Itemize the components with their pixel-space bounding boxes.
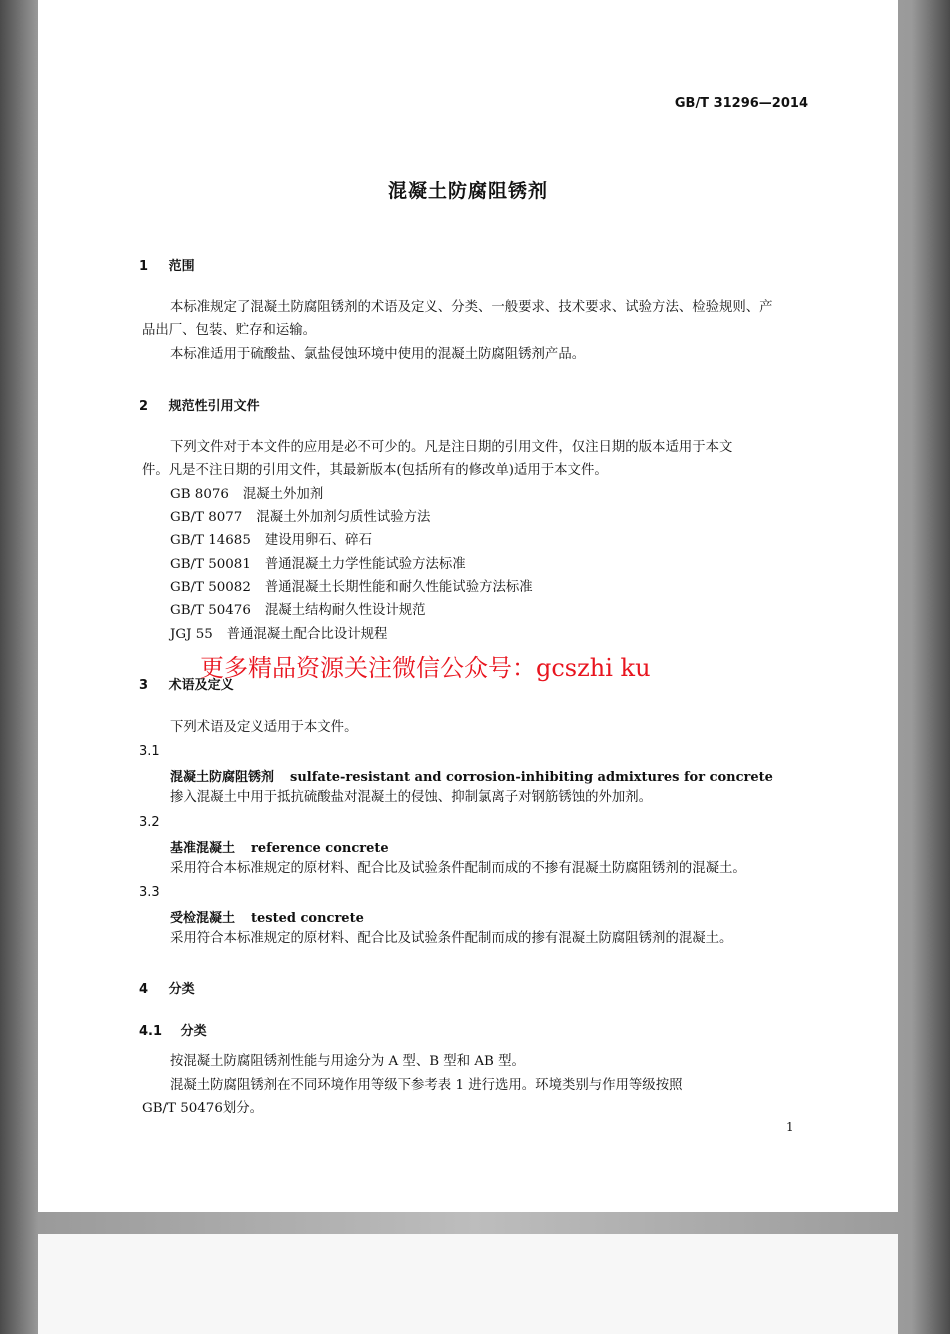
subsection-number: 4.1	[139, 1024, 163, 1039]
section-number: 4	[139, 982, 149, 997]
term-number: 3.1	[139, 744, 160, 759]
reference-title: 普通混凝土配合比设计规程	[226, 627, 388, 642]
classification-para-2-line1: 混凝土防腐阻锈剂在不同环境作用等级下参考表 1 进行选用。环境类别与作用等级按照	[170, 1078, 683, 1093]
section-title: 范围	[168, 259, 195, 274]
reference-item	[170, 483, 323, 506]
scope-para-2: 本标准适用于硫酸盐、氯盐侵蚀环境中使用的混凝土防腐阻锈剂产品。	[170, 347, 586, 362]
reference-title: 混凝土外加剂	[242, 487, 324, 502]
section-4-heading	[139, 978, 195, 997]
term-definition: 采用符合本标准规定的原材料、配合比及试验条件配制而成的不掺有混凝土防腐阻锈剂的混凝土。	[170, 861, 746, 876]
term-en: reference concrete	[251, 841, 389, 856]
next-page-preview	[38, 1234, 898, 1334]
scope-para-line1: 本标准规定了混凝土防腐阻锈剂的术语及定义、分类、一般要求、技术要求、试验方法、检验规则、产	[170, 300, 773, 315]
reference-code: GB/T 50081	[170, 557, 251, 572]
term-definition: 掺入混凝土中用于抵抗硫酸盐对混凝土的侵蚀、抑制氯离子对钢筋锈蚀的外加剂。	[170, 790, 653, 805]
term-en: sulfate-resistant and corrosion-inhibiting admixtures for concrete	[290, 770, 773, 785]
section-title: 术语及定义	[168, 678, 234, 693]
section-number: 1	[139, 259, 149, 274]
reference-item	[170, 599, 426, 622]
standard-number: GB/T 31296—2014	[674, 96, 808, 111]
reference-code: GB 8076	[170, 487, 229, 502]
reference-item	[170, 553, 466, 576]
reference-title: 普通混凝土力学性能试验方法标准	[264, 557, 466, 572]
reference-code: GB/T 14685	[170, 533, 251, 548]
term-cn: 受检混凝土	[170, 911, 236, 926]
page-number: 1	[786, 1120, 794, 1134]
term-cn: 混凝土防腐阻锈剂	[170, 770, 275, 785]
section-2-heading	[139, 395, 260, 414]
refs-intro-line2: 件。凡是不注日期的引用文件，其最新版本(包括所有的修改单)适用于本文件。	[142, 463, 608, 478]
reference-code: GB/T 50476	[170, 603, 251, 618]
term-en: tested concrete	[251, 911, 364, 926]
section-title: 规范性引用文件	[168, 399, 260, 414]
reference-code: GB/T 8077	[170, 510, 243, 525]
scope-para-line2: 品出厂、包装、贮存和运输。	[142, 323, 317, 338]
section-number: 2	[139, 399, 149, 414]
reference-code: GB/T 50082	[170, 580, 251, 595]
term-number: 3.3	[139, 885, 160, 900]
term-cn: 基准混凝土	[170, 841, 236, 856]
reference-code: JGJ 55	[170, 627, 213, 642]
term-heading	[170, 766, 773, 785]
reference-item	[170, 529, 372, 552]
refs-intro-line1: 下列文件对于本文件的应用是必不可少的。凡是注日期的引用文件，仅注日期的版本适用于本文	[170, 440, 733, 455]
reference-title: 混凝土结构耐久性设计规范	[264, 603, 426, 618]
subsection-title: 分类	[180, 1024, 207, 1039]
terms-intro: 下列术语及定义适用于本文件。	[170, 720, 358, 735]
term-heading	[170, 837, 389, 856]
term-definition: 采用符合本标准规定的原材料、配合比及试验条件配制而成的掺有混凝土防腐阻锈剂的混凝土。	[170, 931, 733, 946]
document-page	[38, 0, 898, 1212]
reference-item	[170, 623, 387, 646]
section-title: 分类	[168, 982, 195, 997]
subsection-4-1-heading	[139, 1020, 207, 1039]
section-1-heading	[139, 255, 195, 274]
reference-title: 建设用卵石、碎石	[264, 533, 372, 548]
reference-item	[170, 576, 533, 599]
reference-title: 混凝土外加剂匀质性试验方法	[256, 510, 431, 525]
term-heading	[170, 907, 364, 926]
section-number: 3	[139, 678, 149, 693]
term-number: 3.2	[139, 815, 160, 830]
document-title: 混凝土防腐阻锈剂	[387, 180, 548, 202]
reference-title: 普通混凝土长期性能和耐久性能试验方法标准	[264, 580, 533, 595]
classification-para-1: 按混凝土防腐阻锈剂性能与用途分为 A 型、B 型和 AB 型。	[170, 1054, 525, 1069]
watermark-overlay: 更多精品资源关注微信公众号：gcszhi ku	[200, 654, 651, 682]
classification-para-2-line2: GB/T 50476划分。	[142, 1101, 264, 1116]
reference-item	[170, 506, 430, 529]
